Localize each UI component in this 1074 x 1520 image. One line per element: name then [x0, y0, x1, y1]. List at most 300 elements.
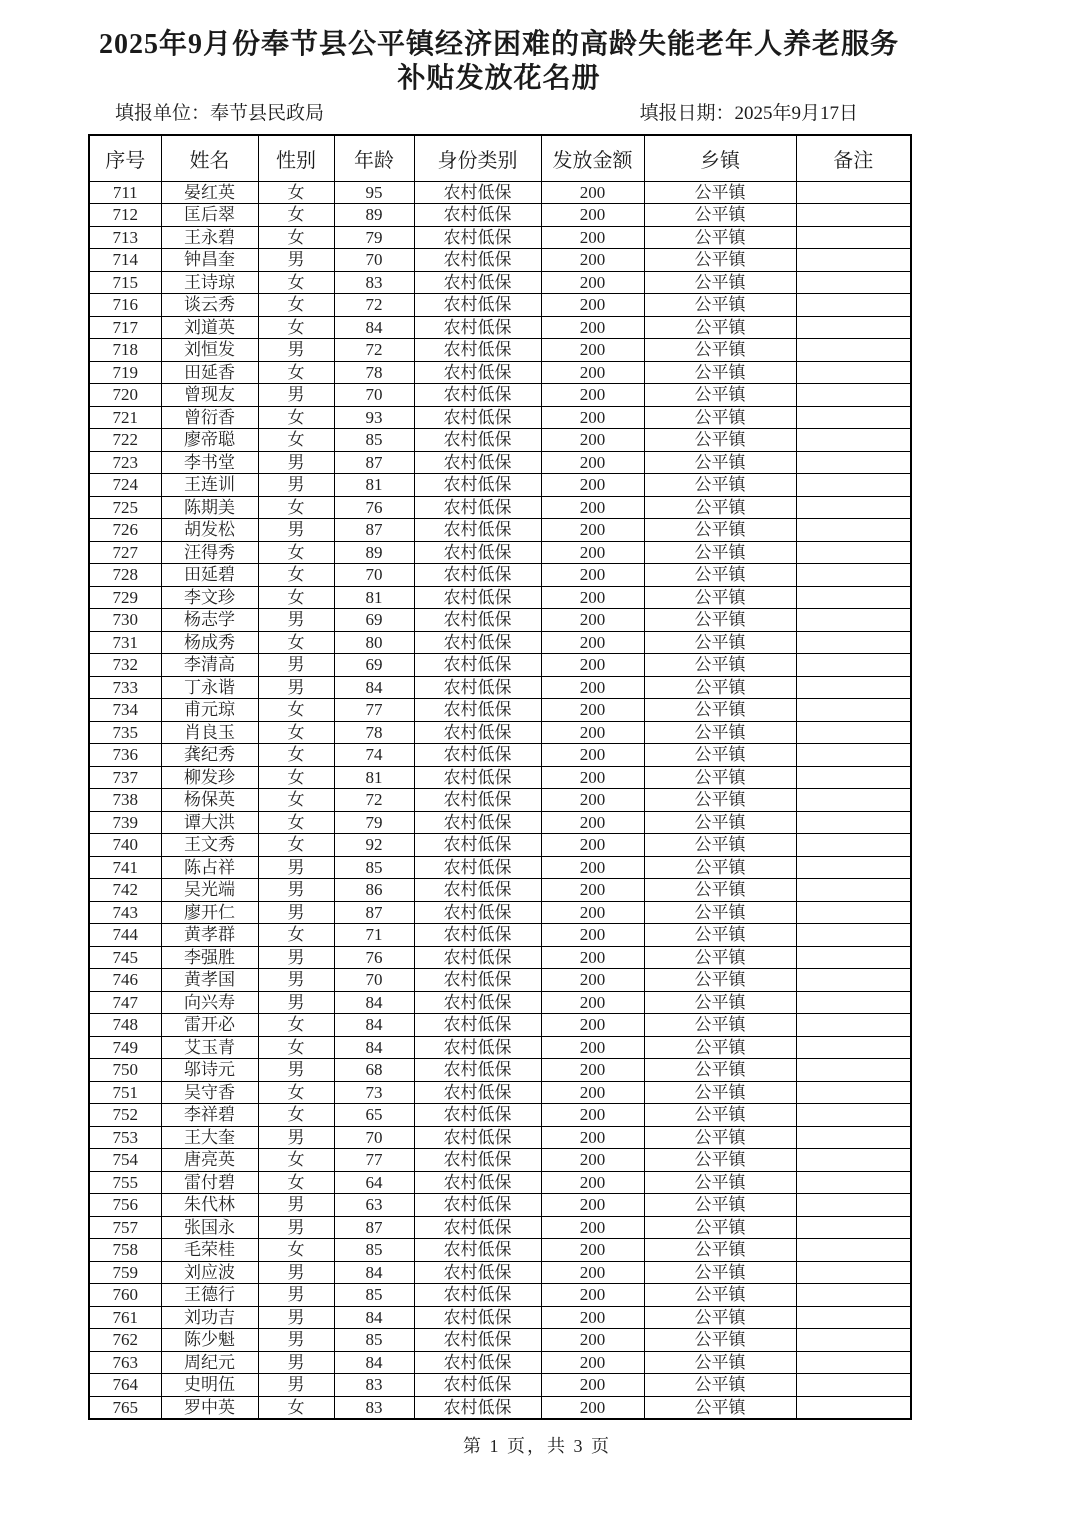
cell-serial: 758 [89, 1239, 161, 1262]
cell-amount: 200 [541, 451, 644, 474]
cell-category: 农村低保 [414, 676, 541, 699]
cell-township: 公平镇 [644, 1126, 796, 1149]
table-header-row [89, 135, 911, 181]
table-row [89, 474, 911, 497]
cell-remark [796, 1216, 911, 1239]
cell-township: 公平镇 [644, 924, 796, 947]
cell-gender: 女 [258, 721, 334, 744]
cell-serial: 730 [89, 609, 161, 632]
cell-name: 陈少魁 [161, 1329, 258, 1352]
cell-serial: 749 [89, 1036, 161, 1059]
table-row [89, 1329, 911, 1352]
cell-remark [796, 1104, 911, 1127]
column-header-amount: 发放金额 [541, 135, 644, 181]
cell-category: 农村低保 [414, 766, 541, 789]
cell-age: 72 [334, 294, 414, 317]
cell-name: 胡发松 [161, 519, 258, 542]
table-row [89, 204, 911, 227]
cell-amount: 200 [541, 496, 644, 519]
cell-township: 公平镇 [644, 249, 796, 272]
cell-category: 农村低保 [414, 1194, 541, 1217]
cell-category: 农村低保 [414, 451, 541, 474]
table-row [89, 496, 911, 519]
cell-age: 69 [334, 609, 414, 632]
cell-serial: 742 [89, 879, 161, 902]
cell-serial: 720 [89, 384, 161, 407]
cell-age: 65 [334, 1104, 414, 1127]
cell-serial: 729 [89, 586, 161, 609]
cell-amount: 200 [541, 1014, 644, 1037]
cell-category: 农村低保 [414, 496, 541, 519]
cell-township: 公平镇 [644, 226, 796, 249]
cell-gender: 女 [258, 1239, 334, 1262]
table-row [89, 1306, 911, 1329]
cell-serial: 750 [89, 1059, 161, 1082]
cell-amount: 200 [541, 541, 644, 564]
cell-gender: 男 [258, 249, 334, 272]
cell-township: 公平镇 [644, 1216, 796, 1239]
cell-serial: 743 [89, 901, 161, 924]
cell-name: 刘道英 [161, 316, 258, 339]
cell-gender: 男 [258, 384, 334, 407]
table-row [89, 1396, 911, 1419]
cell-category: 农村低保 [414, 249, 541, 272]
cell-remark [796, 271, 911, 294]
cell-category: 农村低保 [414, 1261, 541, 1284]
cell-category: 农村低保 [414, 789, 541, 812]
cell-amount: 200 [541, 1284, 644, 1307]
table-row [89, 294, 911, 317]
cell-township: 公平镇 [644, 789, 796, 812]
cell-remark [796, 361, 911, 384]
table-row [89, 699, 911, 722]
cell-category: 农村低保 [414, 1306, 541, 1329]
cell-remark [796, 586, 911, 609]
cell-amount: 200 [541, 294, 644, 317]
table-row [89, 339, 911, 362]
cell-category: 农村低保 [414, 811, 541, 834]
table-row [89, 1351, 911, 1374]
cell-age: 83 [334, 1374, 414, 1397]
cell-remark [796, 1126, 911, 1149]
cell-remark [796, 834, 911, 857]
cell-remark [796, 969, 911, 992]
cell-remark [796, 451, 911, 474]
cell-gender: 男 [258, 1351, 334, 1374]
cell-category: 农村低保 [414, 1374, 541, 1397]
table-row [89, 1081, 911, 1104]
cell-remark [796, 699, 911, 722]
cell-amount: 200 [541, 519, 644, 542]
table-row [89, 361, 911, 384]
cell-category: 农村低保 [414, 654, 541, 677]
table-row [89, 744, 911, 767]
table-row [89, 721, 911, 744]
cell-township: 公平镇 [644, 811, 796, 834]
cell-serial: 753 [89, 1126, 161, 1149]
cell-gender: 女 [258, 361, 334, 384]
table-row [89, 316, 911, 339]
cell-category: 农村低保 [414, 1396, 541, 1419]
cell-name: 甫元琼 [161, 699, 258, 722]
cell-amount: 200 [541, 1149, 644, 1172]
cell-category: 农村低保 [414, 339, 541, 362]
cell-amount: 200 [541, 1239, 644, 1262]
cell-gender: 女 [258, 541, 334, 564]
cell-remark [796, 856, 911, 879]
cell-gender: 男 [258, 1329, 334, 1352]
cell-age: 84 [334, 1036, 414, 1059]
cell-amount: 200 [541, 339, 644, 362]
cell-amount: 200 [541, 834, 644, 857]
cell-name: 王永碧 [161, 226, 258, 249]
cell-serial: 731 [89, 631, 161, 654]
cell-age: 70 [334, 969, 414, 992]
cell-age: 84 [334, 316, 414, 339]
cell-remark [796, 1239, 911, 1262]
cell-serial: 722 [89, 429, 161, 452]
cell-age: 84 [334, 676, 414, 699]
cell-age: 72 [334, 339, 414, 362]
cell-remark [796, 676, 911, 699]
cell-age: 81 [334, 586, 414, 609]
cell-age: 74 [334, 744, 414, 767]
cell-serial: 712 [89, 204, 161, 227]
cell-category: 农村低保 [414, 631, 541, 654]
cell-name: 毛荣桂 [161, 1239, 258, 1262]
cell-township: 公平镇 [644, 1351, 796, 1374]
cell-name: 邬诗元 [161, 1059, 258, 1082]
cell-remark [796, 519, 911, 542]
cell-name: 唐亮英 [161, 1149, 258, 1172]
cell-gender: 女 [258, 834, 334, 857]
cell-category: 农村低保 [414, 1171, 541, 1194]
cell-category: 农村低保 [414, 541, 541, 564]
cell-age: 70 [334, 1126, 414, 1149]
cell-category: 农村低保 [414, 1329, 541, 1352]
cell-serial: 737 [89, 766, 161, 789]
cell-township: 公平镇 [644, 384, 796, 407]
cell-amount: 200 [541, 249, 644, 272]
cell-township: 公平镇 [644, 339, 796, 362]
table-row [89, 519, 911, 542]
cell-gender: 男 [258, 1059, 334, 1082]
column-header-category: 身份类别 [414, 135, 541, 181]
cell-gender: 女 [258, 316, 334, 339]
table-row [89, 226, 911, 249]
cell-age: 78 [334, 361, 414, 384]
cell-remark [796, 204, 911, 227]
cell-gender: 女 [258, 406, 334, 429]
cell-name: 廖开仁 [161, 901, 258, 924]
cell-category: 农村低保 [414, 946, 541, 969]
cell-name: 吴守香 [161, 1081, 258, 1104]
cell-category: 农村低保 [414, 361, 541, 384]
cell-serial: 738 [89, 789, 161, 812]
table-row [89, 991, 911, 1014]
cell-amount: 200 [541, 676, 644, 699]
cell-age: 81 [334, 474, 414, 497]
column-header-serial: 序号 [89, 135, 161, 181]
report-date-value: 2025年9月17日 [734, 103, 858, 124]
cell-category: 农村低保 [414, 294, 541, 317]
cell-name: 刘功吉 [161, 1306, 258, 1329]
cell-amount: 200 [541, 699, 644, 722]
cell-name: 张国永 [161, 1216, 258, 1239]
cell-gender: 女 [258, 766, 334, 789]
cell-amount: 200 [541, 429, 644, 452]
cell-remark [796, 946, 911, 969]
cell-gender: 女 [258, 271, 334, 294]
table-row [89, 586, 911, 609]
cell-age: 85 [334, 429, 414, 452]
cell-amount: 200 [541, 181, 644, 204]
cell-remark [796, 991, 911, 1014]
document-title-line1: 2025年9月份奉节县公平镇经济困难的高龄失能老年人养老服务 [98, 29, 899, 60]
cell-remark [796, 1306, 911, 1329]
cell-township: 公平镇 [644, 901, 796, 924]
table-row [89, 1261, 911, 1284]
document-title [88, 28, 910, 96]
document-meta [88, 102, 910, 126]
cell-name: 钟昌奎 [161, 249, 258, 272]
cell-serial: 756 [89, 1194, 161, 1217]
cell-age: 76 [334, 946, 414, 969]
cell-age: 87 [334, 1216, 414, 1239]
cell-township: 公平镇 [644, 1104, 796, 1127]
cell-amount: 200 [541, 1036, 644, 1059]
cell-township: 公平镇 [644, 316, 796, 339]
cell-gender: 男 [258, 1126, 334, 1149]
cell-amount: 200 [541, 474, 644, 497]
table-row [89, 924, 911, 947]
cell-township: 公平镇 [644, 1171, 796, 1194]
cell-remark [796, 496, 911, 519]
cell-township: 公平镇 [644, 1036, 796, 1059]
cell-township: 公平镇 [644, 406, 796, 429]
table-row [89, 946, 911, 969]
cell-name: 汪得秀 [161, 541, 258, 564]
cell-remark [796, 339, 911, 362]
cell-gender: 女 [258, 429, 334, 452]
reporting-unit [115, 102, 324, 126]
cell-serial: 764 [89, 1374, 161, 1397]
cell-serial: 714 [89, 249, 161, 272]
cell-category: 农村低保 [414, 181, 541, 204]
cell-age: 89 [334, 541, 414, 564]
cell-serial: 715 [89, 271, 161, 294]
cell-category: 农村低保 [414, 1284, 541, 1307]
cell-serial: 732 [89, 654, 161, 677]
cell-name: 李书堂 [161, 451, 258, 474]
cell-name: 陈期美 [161, 496, 258, 519]
cell-category: 农村低保 [414, 856, 541, 879]
cell-category: 农村低保 [414, 429, 541, 452]
cell-remark [796, 744, 911, 767]
cell-name: 雷开必 [161, 1014, 258, 1037]
column-header-age: 年龄 [334, 135, 414, 181]
cell-amount: 200 [541, 226, 644, 249]
cell-serial: 740 [89, 834, 161, 857]
cell-township: 公平镇 [644, 1059, 796, 1082]
cell-amount: 200 [541, 204, 644, 227]
cell-category: 农村低保 [414, 204, 541, 227]
cell-remark [796, 316, 911, 339]
cell-township: 公平镇 [644, 474, 796, 497]
cell-serial: 728 [89, 564, 161, 587]
cell-age: 87 [334, 901, 414, 924]
table-row [89, 564, 911, 587]
cell-name: 王大奎 [161, 1126, 258, 1149]
cell-name: 肖良玉 [161, 721, 258, 744]
cell-amount: 200 [541, 1306, 644, 1329]
cell-age: 79 [334, 226, 414, 249]
cell-category: 农村低保 [414, 406, 541, 429]
cell-age: 72 [334, 789, 414, 812]
cell-category: 农村低保 [414, 879, 541, 902]
report-date [639, 102, 858, 126]
cell-serial: 751 [89, 1081, 161, 1104]
cell-name: 曾现友 [161, 384, 258, 407]
cell-remark [796, 766, 911, 789]
cell-amount: 200 [541, 1351, 644, 1374]
cell-category: 农村低保 [414, 586, 541, 609]
cell-age: 84 [334, 1351, 414, 1374]
cell-name: 刘恒发 [161, 339, 258, 362]
table-row [89, 1171, 911, 1194]
cell-gender: 女 [258, 294, 334, 317]
cell-serial: 761 [89, 1306, 161, 1329]
cell-township: 公平镇 [644, 676, 796, 699]
cell-serial: 725 [89, 496, 161, 519]
cell-remark [796, 429, 911, 452]
cell-serial: 757 [89, 1216, 161, 1239]
cell-category: 农村低保 [414, 1014, 541, 1037]
cell-gender: 男 [258, 969, 334, 992]
cell-name: 黄孝群 [161, 924, 258, 947]
cell-amount: 200 [541, 609, 644, 632]
cell-township: 公平镇 [644, 699, 796, 722]
cell-gender: 女 [258, 181, 334, 204]
cell-township: 公平镇 [644, 361, 796, 384]
cell-name: 廖帝聪 [161, 429, 258, 452]
table-row [89, 1126, 911, 1149]
cell-name: 柳发珍 [161, 766, 258, 789]
cell-name: 雷付碧 [161, 1171, 258, 1194]
page-number: 第 1 页，共 3 页 [463, 1436, 611, 1456]
cell-name: 吴光端 [161, 879, 258, 902]
cell-category: 农村低保 [414, 1216, 541, 1239]
cell-remark [796, 609, 911, 632]
cell-category: 农村低保 [414, 1149, 541, 1172]
cell-age: 76 [334, 496, 414, 519]
cell-category: 农村低保 [414, 1239, 541, 1262]
cell-remark [796, 226, 911, 249]
cell-remark [796, 181, 911, 204]
cell-township: 公平镇 [644, 1149, 796, 1172]
cell-serial: 723 [89, 451, 161, 474]
table-row [89, 271, 911, 294]
cell-name: 王诗琼 [161, 271, 258, 294]
cell-amount: 200 [541, 811, 644, 834]
cell-name: 谭大洪 [161, 811, 258, 834]
cell-remark [796, 541, 911, 564]
cell-serial: 713 [89, 226, 161, 249]
cell-township: 公平镇 [644, 631, 796, 654]
cell-amount: 200 [541, 384, 644, 407]
cell-township: 公平镇 [644, 1329, 796, 1352]
cell-gender: 男 [258, 654, 334, 677]
cell-gender: 女 [258, 789, 334, 812]
cell-age: 81 [334, 766, 414, 789]
cell-township: 公平镇 [644, 991, 796, 1014]
cell-serial: 763 [89, 1351, 161, 1374]
cell-remark [796, 1284, 911, 1307]
cell-gender: 男 [258, 1216, 334, 1239]
table-row [89, 879, 911, 902]
cell-gender: 男 [258, 879, 334, 902]
table-row [89, 1104, 911, 1127]
cell-amount: 200 [541, 316, 644, 339]
reporting-unit-value: 奉节县民政局 [210, 103, 325, 124]
cell-age: 63 [334, 1194, 414, 1217]
cell-amount: 200 [541, 1081, 644, 1104]
cell-amount: 200 [541, 1104, 644, 1127]
cell-township: 公平镇 [644, 1261, 796, 1284]
table-row [89, 609, 911, 632]
cell-township: 公平镇 [644, 429, 796, 452]
cell-amount: 200 [541, 879, 644, 902]
cell-age: 73 [334, 1081, 414, 1104]
cell-name: 匡后翠 [161, 204, 258, 227]
cell-age: 87 [334, 451, 414, 474]
cell-remark [796, 1261, 911, 1284]
cell-name: 晏红英 [161, 181, 258, 204]
cell-name: 朱代林 [161, 1194, 258, 1217]
cell-gender: 男 [258, 856, 334, 879]
cell-remark [796, 564, 911, 587]
cell-serial: 735 [89, 721, 161, 744]
document-content [88, 0, 910, 1420]
cell-amount: 200 [541, 991, 644, 1014]
cell-category: 农村低保 [414, 699, 541, 722]
cell-remark [796, 1194, 911, 1217]
table-row [89, 654, 911, 677]
table-row [89, 856, 911, 879]
cell-amount: 200 [541, 1374, 644, 1397]
cell-serial: 718 [89, 339, 161, 362]
cell-name: 曾衍香 [161, 406, 258, 429]
cell-name: 谈云秀 [161, 294, 258, 317]
cell-amount: 200 [541, 789, 644, 812]
cell-remark [796, 811, 911, 834]
cell-gender: 女 [258, 811, 334, 834]
table-row [89, 1194, 911, 1217]
cell-age: 85 [334, 1329, 414, 1352]
cell-remark [796, 1059, 911, 1082]
cell-amount: 200 [541, 1261, 644, 1284]
cell-remark [796, 1081, 911, 1104]
cell-serial: 755 [89, 1171, 161, 1194]
cell-name: 向兴寿 [161, 991, 258, 1014]
cell-category: 农村低保 [414, 991, 541, 1014]
cell-remark [796, 1171, 911, 1194]
cell-name: 田延碧 [161, 564, 258, 587]
cell-serial: 736 [89, 744, 161, 767]
cell-township: 公平镇 [644, 766, 796, 789]
table-row [89, 406, 911, 429]
cell-age: 68 [334, 1059, 414, 1082]
